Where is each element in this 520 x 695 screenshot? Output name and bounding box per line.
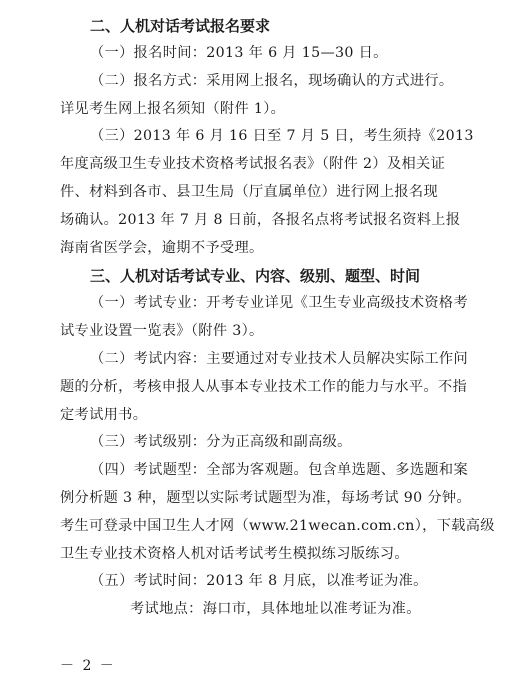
text-line: （二）考试内容：主要通过对专业技术人员解决实际工作问 <box>90 350 468 367</box>
text-line: （四）考试题型：全部为客观题。包含单选题、多选题和案 <box>90 462 468 479</box>
text-line: （一）报名时间：2013 年 6 月 15—30 日。 <box>90 45 388 61</box>
paragraph-exam-content <box>60 346 476 429</box>
paragraph-registration-method <box>60 68 476 124</box>
paragraph-exam-level <box>60 429 476 457</box>
text-line: 考生可登录中国卫生人才网（www.21wecan.com.cn），下载高级 <box>60 517 495 534</box>
paragraph-exam-question-types <box>60 457 495 568</box>
paragraph-exam-location: 考试地点：海口市，具体地址以准考证为准。 <box>130 601 421 618</box>
text-line: （三）2013 年 6 月 16 日至 7 月 5 日，考生须持《2013 <box>90 128 474 145</box>
text-line: （五）考试时间：2013 年 8 月底，以准考证为准。 <box>90 573 428 590</box>
text-line: （三）考试级别：分为正高级和副高级。 <box>90 434 352 451</box>
text-line: （二）报名方式：采用网上报名，现场确认的方式进行。 <box>90 72 454 89</box>
paragraph-registration-time <box>60 40 476 68</box>
text-line: 卫生专业技术资格人机对话考试考生模拟练习版练习。 <box>60 545 409 562</box>
paragraph-registration-confirmation <box>60 123 476 262</box>
paragraph-exam-specialty <box>60 290 476 346</box>
paragraph-exam-time <box>60 568 476 596</box>
text-line: 试专业设置一览表》（附件 3）。 <box>60 323 264 340</box>
text-line: 年度高级卫生专业技术资格考试报名表》（附件 2）及相关证 <box>60 156 446 173</box>
text-line: 题的分析，考核申报人从事本专业技术工作的能力与水平。不指 <box>60 378 468 395</box>
section-heading-exam-details: 三、人机对话考试专业、内容、级别、题型、时间 <box>90 267 421 286</box>
page-number: － 2 － <box>60 658 116 674</box>
text-line: 详见考生网上报名须知（附件 1）。 <box>60 100 286 117</box>
section-heading-registration: 二、人机对话考试报名要求 <box>90 17 271 35</box>
text-line: 件、材料到各市、县卫生局（厅直属单位）进行网上报名现 <box>60 183 438 200</box>
text-line: （一）考试专业：开考专业详见《卫生专业高级技术资格考 <box>90 295 468 312</box>
text-line: 例分析题 3 种，题型以实际考试题型为准，每场考试 90 分钟。 <box>60 489 472 506</box>
text-line: 定考试用书。 <box>60 406 148 423</box>
text-line: 场确认。2013 年 7 月 8 日前，各报名点将考试报名资料上报 <box>60 211 461 228</box>
text-line: 海南省医学会，逾期不予受理。 <box>60 239 264 256</box>
